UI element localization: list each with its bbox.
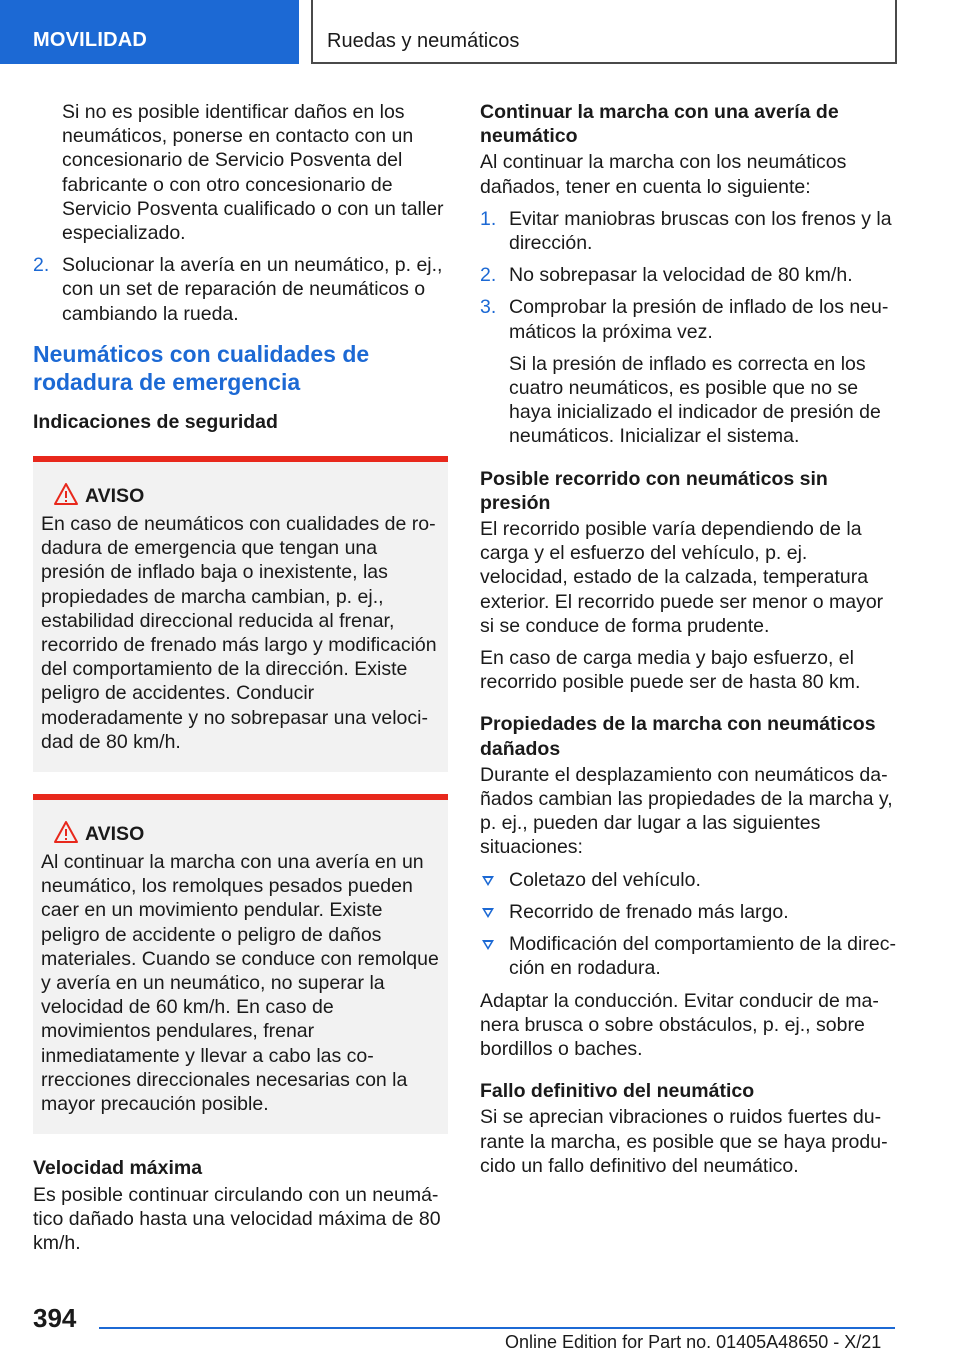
list-text: Evitar maniobras bruscas con los frenos y la dirección. [509,207,892,255]
subheading-range: Posible recorrido con neumáticos sin presión [480,467,828,514]
page-number: 394 [33,1303,77,1333]
warning-header [41,820,440,850]
list-item [480,263,898,287]
bullet-text: Modificación del comportamiento de la dirección en rodadura. [509,933,896,980]
footer-edition: Online Edition for Part no. 01405A48650 - X/21 [505,1332,882,1352]
chapter-title: Ruedas y neumáticos [327,30,520,52]
warning-box [33,456,448,772]
bullet-text: Coletazo del vehículo. [509,868,701,891]
warning-header [41,482,440,512]
range-paragraph: El recorrido posible varía dependiendo de la carga y el esfuerzo del vehículo, p. ej. velocidad, estado de la calzada, temperatura exterior. El recorrido puede ser menor o mayor si se conduce de forma prudente. [480,518,884,637]
list-text: Solucionar la avería en un neumático, p. ej., con un set de reparación de neumáticos o cambiando la rueda. [62,254,443,325]
subheading-failure: Fallo definitivo del neumático [480,1080,755,1103]
list-number: 1. [480,207,497,230]
footer-divider [99,1327,895,1329]
list-number: 3. [480,296,497,319]
properties-paragraph: Durante el desplazamiento con neumáticos dañados cambian las propiedades de la marcha y, p. ej., pueden dar lugar a las siguientes situaciones: [480,763,893,859]
warning-title: AVISO [85,485,145,508]
subheading-continue: Continuar la marcha con una avería de neumático [480,101,839,148]
subheading-properties: Propiedades de la marcha con neumáticos dañados [480,713,876,760]
adapt-paragraph: Adaptar la conducción. Evitar conducir de manera brusca o sobre obstáculos, p. ej., sobre bordillos o baches. [480,989,879,1060]
right-column [480,100,898,1186]
bullet-text: Recorrido de frenado más largo. [509,900,789,923]
list-text: Comprobar la presión de inflado de los neumáticos la próxima vez. [509,296,889,343]
list-number: 2. [33,254,50,277]
speed-paragraph: Es posible continuar circulando con un neumático dañado hasta una velocidad máxima de 80 km/h. [33,1183,441,1254]
triangle-bullet-icon [482,876,494,886]
list-number: 2. [480,264,497,287]
left-column [33,100,448,1263]
section-tab [0,0,299,64]
warning-text: En caso de neumáticos con cualidades de rodadura de emergencia que tengan una presión de inflado baja o inexistente, las propiedades de marcha cambian, p. ej., estabilidad direccional reducida al frenar, recorrido de frenado más largo y modificación del comportamiento de la dirección. Existe peligro de accidentes. Conducir moderadamente y no sobrepasar una velocidad de 80 km/h. [41,513,437,753]
subheading-safety: Indicaciones de seguridad [33,410,278,433]
warning-triangle-icon [53,482,79,506]
list-item [33,253,448,326]
warning-triangle-icon [53,820,79,844]
triangle-bullet-icon [482,908,494,918]
list-item [480,207,898,255]
bullet-item [480,868,898,892]
step-note: Si la presión de inflado es correcta en los cuatro neumáticos, es posible que no se haya inicializado el indicador de presión de neumáticos. Inicializar el sistema. [509,352,881,448]
subheading-speed: Velocidad máxima [33,1157,203,1180]
section-heading: Neumáticos con cualidades de rodadura de emergencia [33,340,370,395]
continue-paragraph: Al continuar la marcha con los neumáticos dañados, tener en cuenta lo siguiente: [480,151,847,198]
bullet-item [480,932,898,980]
list-item [480,295,898,343]
section-title: MOVILIDAD [33,29,148,51]
warning-box [33,794,448,1134]
triangle-bullet-icon [482,940,494,950]
warning-text: Al continuar la marcha con una avería en un neumático, los remolques pesados pueden caer en un movimiento pendular. Existe peligro de accidente o peligro de daños materiales. Cuando se conduce con remolque y avería en un neumático, no superar la velocidad de 60 km/h. En caso de movimientos pendulares, frenar inmediatamente y llevar a cabo las correcciones direccionales necesarias con la mayor precaución posible. [41,851,439,1116]
intro-paragraph: Si no es posible identificar daños en los neumáticos, ponerse en contacto con un concesionario de Servicio Posventa del fabricante o con otro concesionario de Servicio Posventa cualificado o con un taller especializado. [62,101,444,245]
list-text: No sobrepasar la velocidad de 80 km/h. [509,264,853,287]
warning-title: AVISO [85,823,145,846]
failure-paragraph: Si se aprecian vibraciones o ruidos fuertes durante la marcha, es posible que se haya producido un fallo definitivo del neumático. [480,1106,888,1177]
bullet-item [480,900,898,924]
range-paragraph: En caso de carga media y bajo esfuerzo, el recorrido posible puede ser de hasta 80 km. [480,647,861,694]
chapter-tab [311,0,897,64]
